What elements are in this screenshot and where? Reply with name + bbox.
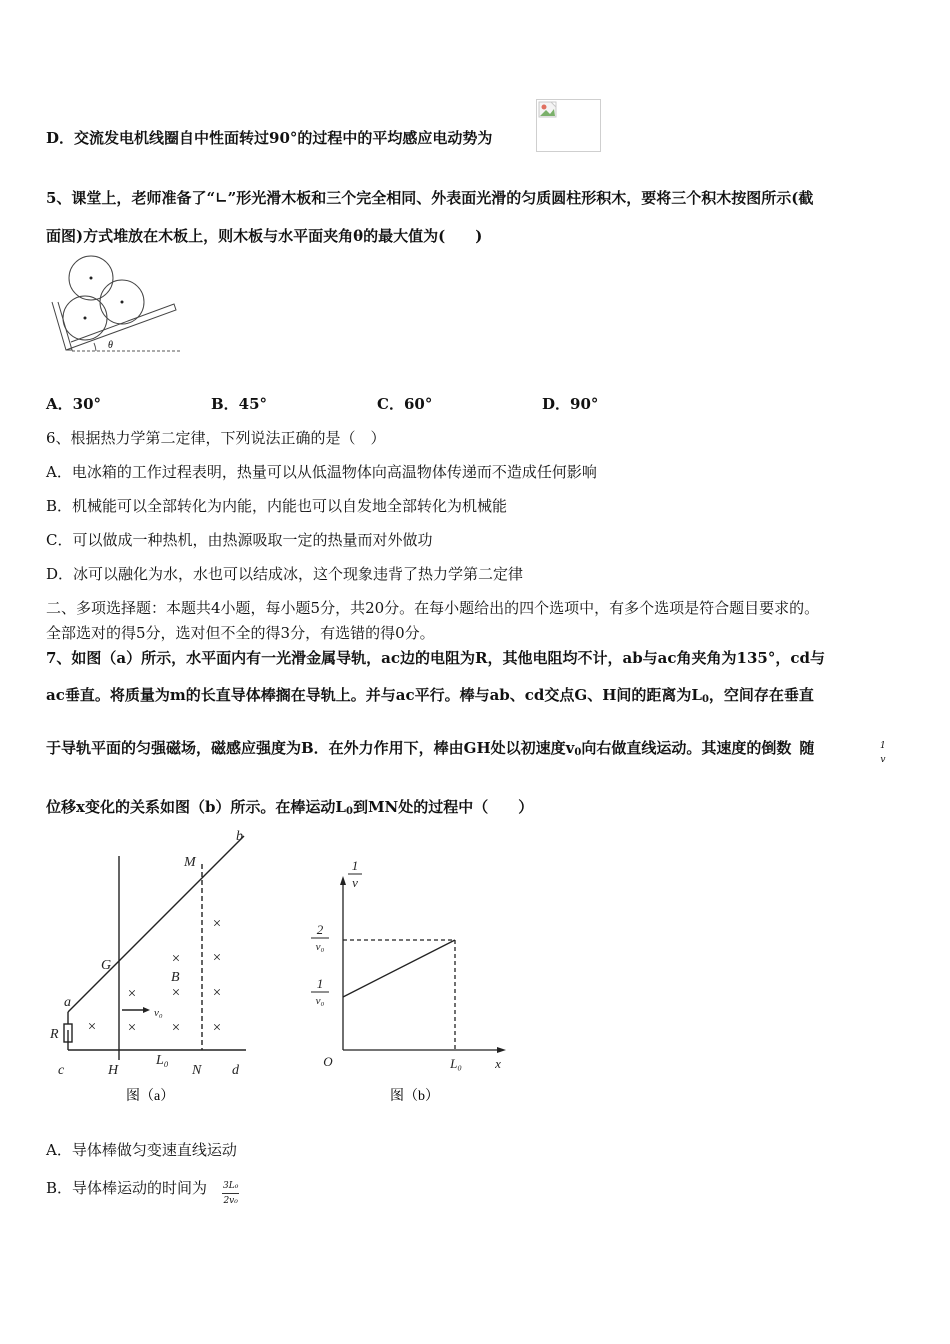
graph-line [343, 940, 455, 997]
q7-line2-sub: 0 [701, 694, 709, 705]
q7-line3-text: 于导轨平面的匀强磁场，磁感应强度为B．在外力作用下，棒由GH处以初速度v [46, 739, 575, 757]
q7-line2-text: ac垂直。将质量为m的长直导体棒搁在导轨上。并与ac平行。棒与ab、cd交点G、H间的距离为L [46, 686, 702, 704]
svg-text:×: × [212, 985, 222, 1001]
svg-text:×: × [212, 1020, 222, 1036]
svg-text:×: × [212, 950, 222, 966]
q7-line4-tail: 到MN处的过程中（ ） [352, 798, 534, 816]
q7-line3-sub: 0 [574, 747, 582, 758]
figure-a-caption: 图（a） [126, 1089, 175, 1104]
q5-option-b: B．45° [211, 395, 268, 413]
svg-text:×: × [212, 916, 222, 932]
time-fraction-den: 2v₀ [223, 1196, 238, 1206]
tick-1-den: v₀ [315, 995, 325, 1007]
q6-option-a: A．电冰箱的工作过程表明，热量可以从低温物体向高温物体传递而不造成任何影响 [46, 463, 597, 481]
q7-stem-line4 [46, 796, 533, 817]
section2-heading-line2: 全部选对的得5分，选对但不全的得3分，有选错的得0分。 [46, 624, 435, 642]
time-fraction [222, 1179, 239, 1208]
label-r: R [50, 1027, 59, 1042]
q5-option-a: A．30° [46, 395, 102, 413]
label-field-b: B [171, 970, 180, 985]
q5-cylinder-figure [46, 254, 186, 356]
q6-option-c: C．可以做成一种热机，由热源吸取一定的热量而对外做功 [46, 531, 433, 549]
figure-b-caption: 图（b） [390, 1089, 439, 1104]
q7-line3-mid: 向右做直线运动。其速度的倒数 [581, 739, 792, 757]
q7-option-a: A．导体棒做匀变速直线运动 [46, 1141, 237, 1159]
q5-stem-line2: 面图)方式堆放在木板上，则木板与水平面夹角θ的最大值为( ) [46, 227, 483, 245]
x-axis-label: x [495, 1056, 501, 1071]
q7-figure-a [46, 826, 261, 1111]
q7-stem-line3 [46, 737, 814, 758]
q7-option-b: B．导体棒运动的时间为 [46, 1179, 208, 1197]
svg-text:×: × [87, 1019, 97, 1035]
label-a: a [64, 995, 71, 1010]
q7-line2-tail: ，空间存在垂直 [708, 686, 814, 704]
label-n: N [192, 1063, 202, 1078]
q7-line4-sub: 0 [345, 806, 353, 817]
l-shaped-board [52, 302, 176, 350]
section2-heading-line1: 二、多项选择题：本题共4小题，每小题5分，共20分。在每小题给出的四个选项中，有多个选项是符合题目要求的。 [46, 599, 820, 617]
label-b: b [236, 829, 243, 844]
broken-image-icon [537, 100, 561, 122]
svg-text:×: × [127, 1020, 137, 1036]
q6-option-d: D．冰可以融化为水，水也可以结成冰，这个现象违背了热力学第二定律 [46, 565, 524, 583]
cylinders [63, 256, 144, 340]
q6-option-b: B．机械能可以全部转化为内能，内能也可以自发地全部转化为机械能 [46, 497, 508, 515]
svg-text:×: × [171, 951, 181, 967]
inverse-v-fraction [880, 739, 886, 767]
tick-2-den: v₀ [315, 941, 325, 953]
q7-stem-line2 [46, 684, 814, 705]
q7-stem-line1: 7、如图（a）所示，水平面内有一光滑金属导轨，ac边的电阻为R，其他电阻均不计，ab与ac角夹角为135°，cd与 [46, 649, 825, 667]
y-label-num: 1 [351, 858, 359, 873]
label-l0: L₀ [156, 1053, 169, 1068]
label-v0: v₀ [154, 1007, 163, 1019]
q7-figure-b [300, 830, 510, 1110]
y-label-den: v [352, 875, 358, 890]
svg-text:×: × [171, 985, 181, 1001]
q7-line4-text: 位移x变化的关系如图（b）所示。在棒运动L [46, 798, 346, 816]
broken-formula-image [536, 99, 601, 152]
time-fraction-num: 3L₀ [222, 1179, 239, 1194]
theta-label: θ [108, 340, 113, 351]
x-tick-l0: L₀ [450, 1056, 462, 1071]
origin-label: O [323, 1054, 333, 1069]
q6-stem: 6、根据热力学第二定律，下列说法正确的是（ ） [46, 429, 386, 447]
svg-text:×: × [171, 1020, 181, 1036]
inverse-v-den: v [880, 755, 886, 765]
q5-option-c: C．60° [377, 395, 433, 413]
label-d: d [232, 1063, 239, 1078]
tick-2-num: 2 [316, 922, 324, 937]
label-g: G [101, 958, 112, 973]
tick-1-num: 1 [316, 976, 324, 991]
q4-option-d: D．交流发电机线圈自中性面转过90°的过程中的平均感应电动势为 [46, 129, 493, 147]
q5-option-d: D．90° [542, 395, 599, 413]
label-m: M [184, 855, 196, 870]
q5-stem-line1: 5、课堂上，老师准备了“∟”形光滑木板和三个完全相同、外表面光滑的匀质圆柱形积木，要将三个积木按图所示(截 [46, 189, 814, 207]
label-c: c [58, 1063, 65, 1078]
inverse-v-num: 1 [880, 741, 886, 751]
svg-text:×: × [127, 986, 137, 1002]
label-h: H [108, 1063, 119, 1078]
q7-line3-tail: 随 [799, 739, 815, 757]
